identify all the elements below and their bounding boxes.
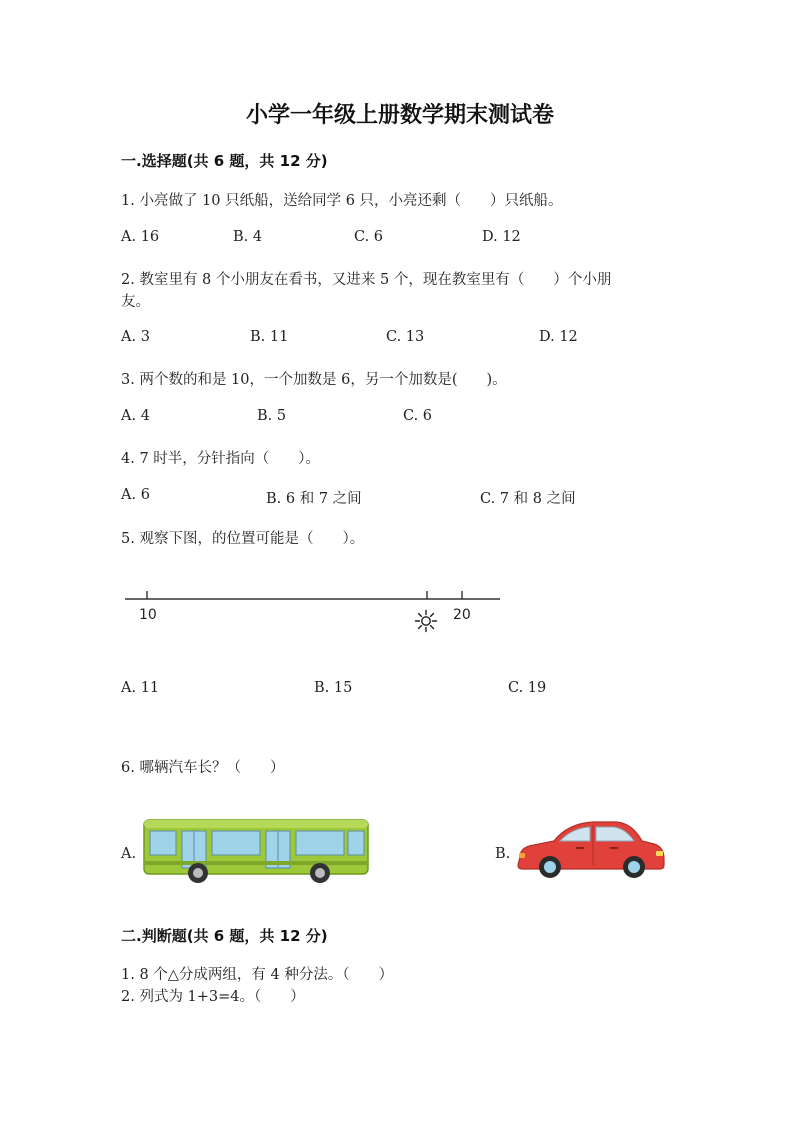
- tick-label-20: 20: [453, 607, 471, 623]
- question-3: 3. 两个数的和是 10，一个加数是 6，另一个加数是( )。: [121, 372, 507, 388]
- q2-option-a: A. 3: [121, 329, 150, 345]
- page-title: 小学一年级上册数学期末测试卷: [245, 103, 554, 128]
- question-4: 4. 7 时半，分针指向（ ）。: [121, 451, 321, 467]
- q6-option-a: A.: [121, 846, 137, 862]
- q1-option-b: B. 4: [233, 229, 263, 245]
- question-5: 5. 观察下图，的位置可能是（ ）。: [121, 531, 365, 547]
- q5-option-c: C. 19: [508, 680, 547, 696]
- q1-option-a: A. 16: [121, 229, 160, 245]
- q2-option-b: B. 11: [250, 329, 289, 345]
- q2-option-c: C. 13: [386, 329, 425, 345]
- q3-option-b: B. 5: [257, 408, 287, 424]
- question-1: 1. 小亮做了 10 只纸船，送给同学 6 只，小亮还剩（ ）只纸船。: [121, 193, 563, 209]
- q4-option-c: C. 7 和 8 之间: [480, 491, 576, 507]
- q3-option-a: A. 4: [121, 408, 150, 424]
- q2-option-d: D. 12: [539, 329, 578, 345]
- sun-icon: [416, 611, 437, 632]
- q1-option-c: C. 6: [354, 229, 384, 245]
- q4-option-b: B. 6 和 7 之间: [266, 491, 362, 507]
- tick-label-10: 10: [139, 607, 157, 623]
- judgement-question-2: 2. 列式为 1+3=4。（ ）: [121, 989, 305, 1005]
- q5-option-a: A. 11: [121, 680, 160, 696]
- q6-option-b: B.: [495, 846, 511, 862]
- q4-option-a: A. 6: [121, 487, 150, 503]
- question-2-line-1: 2. 教室里有 8 个小朋友在看书，又进来 5 个，现在教室里有（ ）个小朋: [121, 272, 612, 288]
- section-heading-choice: 一.选择题(共 6 题，共 12 分): [121, 152, 328, 170]
- judgement-question-1: 1. 8 个△分成两组，有 4 种分法。（ ）: [121, 967, 394, 983]
- q1-option-d: D. 12: [482, 229, 521, 245]
- section-heading-judgement: 二.判断题(共 6 题，共 12 分): [121, 927, 328, 945]
- bus-image: [142, 817, 372, 883]
- question-2-line-2: 友。: [121, 294, 150, 310]
- q5-option-b: B. 15: [314, 680, 353, 696]
- q3-option-c: C. 6: [403, 408, 433, 424]
- question-6: 6. 哪辆汽车长？（ ）: [121, 760, 285, 776]
- car-image: [516, 817, 666, 881]
